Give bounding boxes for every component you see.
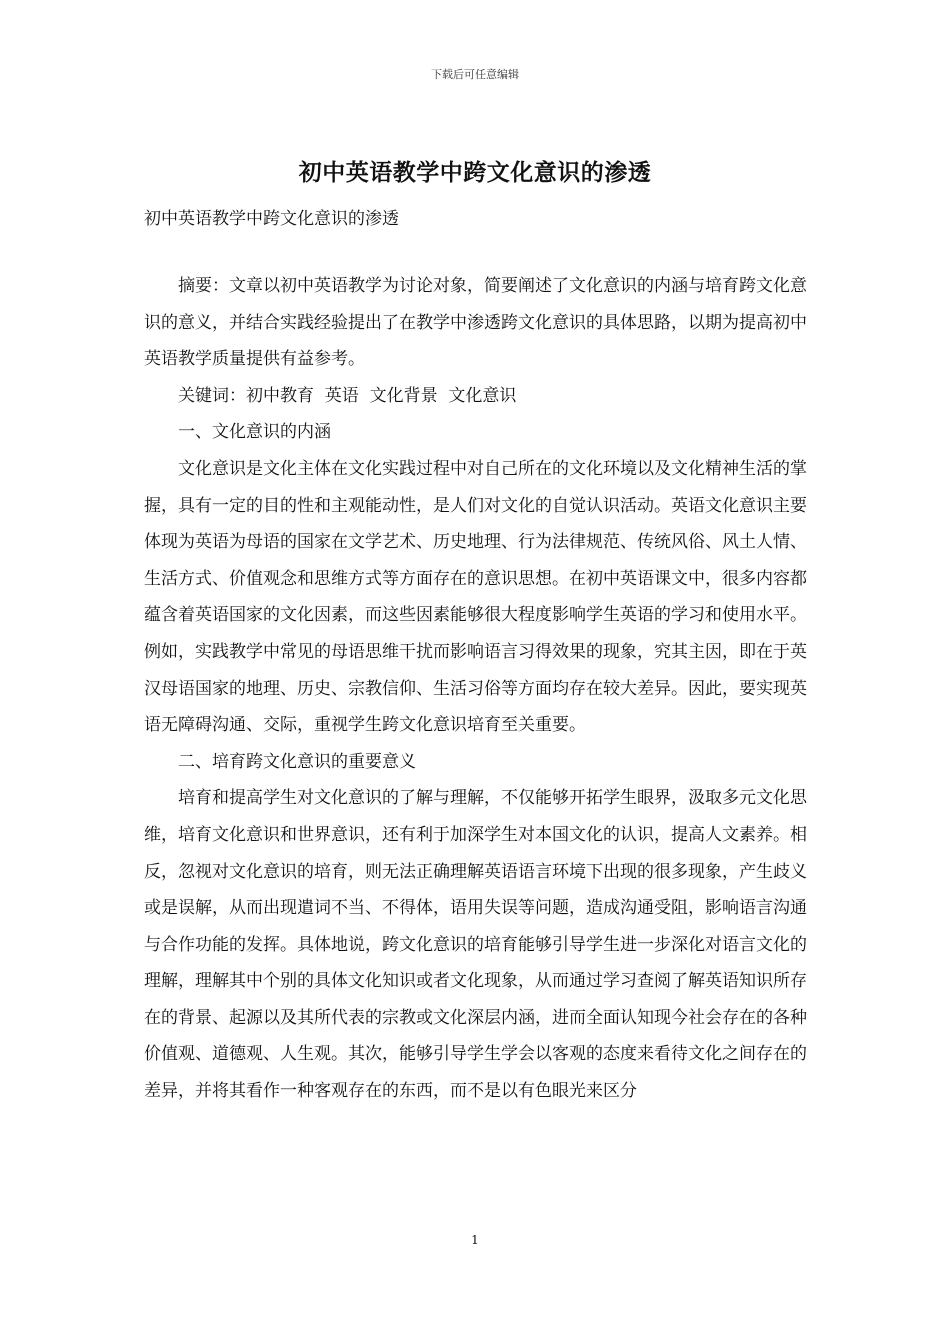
document-body [144,268,816,1110]
document-title: 初中英语教学中跨文化意识的渗透 [298,159,652,186]
section-heading-1: 一、文化意识的内涵 [178,422,331,443]
keywords-line: 关键词：初中教育 英语 文化背景 文化意识 [178,385,517,406]
body-paragraph: 培育和提高学生对文化意识的了解与理解，不仅能够开拓学生眼界，汲取多元文化思维，培育文化意识和世界意识，还有利于加深学生对本国文化的认识，提高人文素养。相反，忽视对文化意识的培育，则无法正确理解英语语言环境下出现的很多现象，产生歧义或是误解，从而出现遣词不当、不得体，语用失误等问题，造成沟通受阻，影响语言沟通与合作功能的发挥。具体地说，跨文化意识的培育能够引导学生进一步深化对语言文化的理解，理解其中个别的具体文化知识或者文化现象，从而通过学习查阅了解英语知识所存在的背景、起源以及其所代表的宗教或文化深层内涵，进而全面认知现今社会存在的各种价值观、道德观、人生观。其次，能够引导学生学会以客观的态度来看待文化之间存在的差异，并将其看作一种客观存在的东西，而不是以有色眼光来区分 [144,788,807,1102]
document-subtitle: 初中英语教学中跨文化意识的渗透 [144,209,399,229]
abstract-paragraph: 摘要：文章以初中英语教学为讨论对象，简要阐述了文化意识的内涵与培育跨文化意识的意义，并结合实践经验提出了在教学中渗透跨文化意识的具体思路，以期为提高初中英语教学质量提供有益参考。 [144,276,807,370]
page-number: 1 [471,1233,479,1247]
body-paragraph: 文化意识是文化主体在文化实践过程中对自己所在的文化环境以及文化精神生活的掌握，具有一定的目的性和主观能动性，是人们对文化的自觉认识活动。英语文化意识主要体现为英语为母语的国家在文学艺术、历史地理、行为法律规范、传统风俗、风土人情、生活方式、价值观念和思维方式等方面存在的意识思想。在初中英语课文中，很多内容都蕴含着英语国家的文化因素，而这些因素能够很大程度影响学生英语的学习和使用水平。例如，实践教学中常见的母语思维干扰而影响语言习得效果的现象，究其主因，即在于英汉母语国家的地理、历史、宗教信仰、生活习俗等方面均存在较大差异。因此，要实现英语无障碍沟通、交际，重视学生跨文化意识培育至关重要。 [144,458,807,736]
section-heading-2: 二、培育跨文化意识的重要意义 [178,751,416,772]
page-header: 下载后可任意编辑 [431,68,519,81]
